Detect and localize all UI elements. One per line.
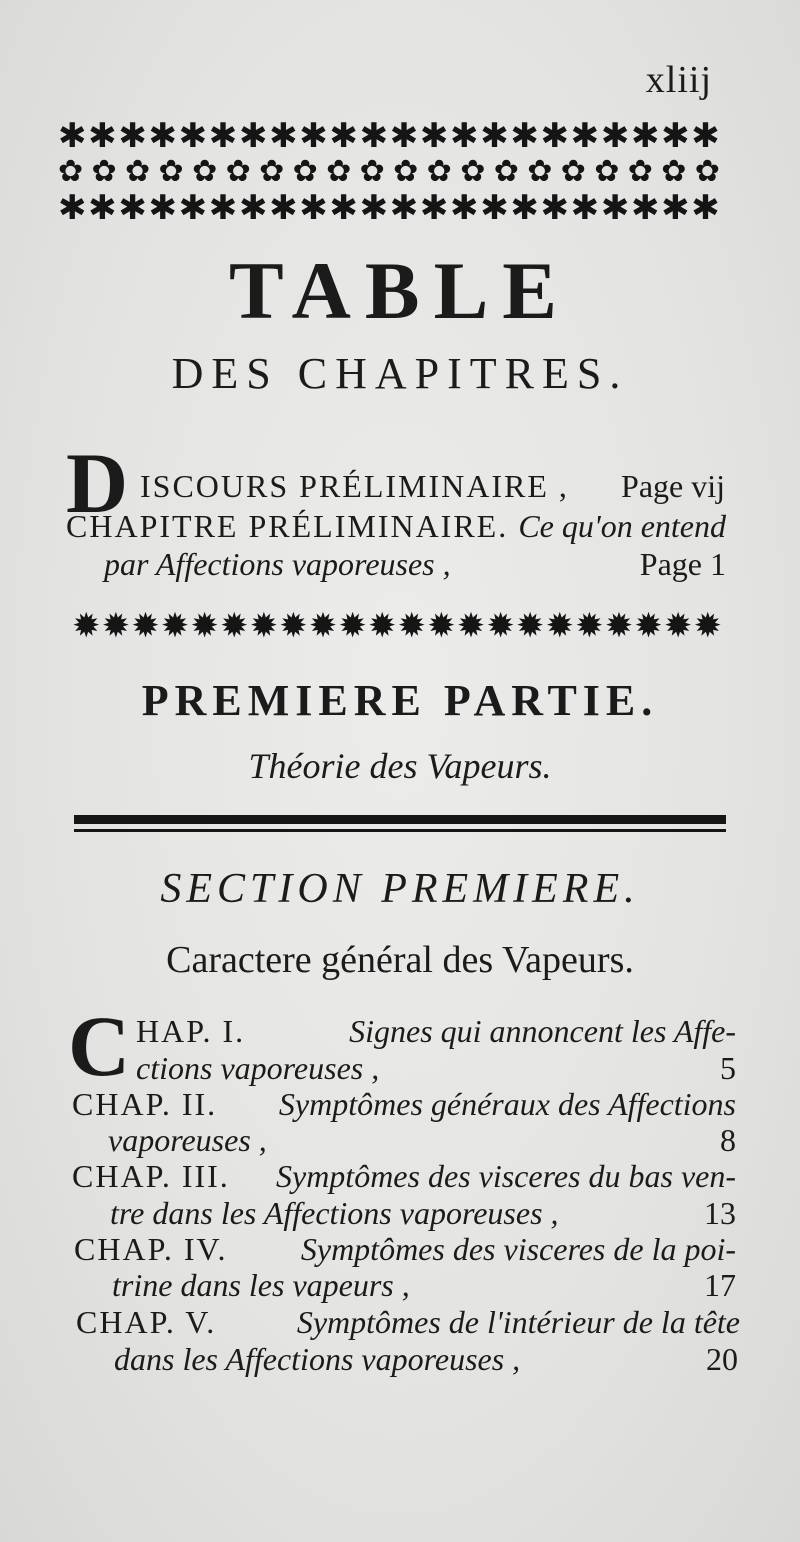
- chapter-title-line1: Symptômes généraux des Affections: [278, 1086, 736, 1122]
- star-ornament-icon: ✱: [510, 190, 539, 226]
- star-ornament-icon: ✱: [329, 118, 358, 154]
- toc-chapter-3-continuation: [110, 1197, 736, 1229]
- chapter-title-line1: Symptômes des visceres du bas ven-: [275, 1158, 736, 1194]
- page-subtitle: DES CHAPITRES.: [171, 349, 629, 398]
- star-ornament-icon: ✱: [329, 190, 358, 226]
- toc-chapter-5[interactable]: [76, 1306, 740, 1338]
- star-ornament-icon: ✹: [190, 606, 219, 646]
- chapter-label: CHAP. IV.: [74, 1231, 228, 1267]
- headpiece-star-row-bottom: [58, 190, 720, 226]
- star-ornament-icon: ✱: [299, 190, 328, 226]
- star-ornament-icon: ✹: [486, 606, 515, 646]
- flower-ornament-icon: ✿: [493, 154, 519, 189]
- star-ornament-icon: ✱: [450, 190, 479, 226]
- drop-cap-d: D: [66, 435, 129, 531]
- decorative-headpiece: [58, 118, 720, 228]
- flower-ornament-icon: ✿: [661, 154, 687, 189]
- star-ornament-icon: ✹: [101, 606, 131, 646]
- toc-entry-page: Page vij: [621, 468, 725, 504]
- flower-ornament-icon: ✿: [694, 154, 720, 189]
- star-ornament-icon: ✱: [691, 118, 720, 154]
- star-ornament-icon: ✱: [480, 118, 509, 154]
- star-ornament-icon: ✱: [118, 190, 147, 226]
- star-ornament-icon: ✹: [663, 606, 693, 646]
- star-ornament-icon: ✱: [208, 118, 238, 154]
- flower-ornament-icon: ✿: [359, 154, 385, 189]
- toc-chapter-2[interactable]: [72, 1088, 736, 1120]
- chapter-title-line2: dans les Affections vaporeuses ,: [114, 1341, 521, 1377]
- toc-chapter-4-continuation: [112, 1269, 736, 1301]
- headpiece-star-row-top: [58, 118, 720, 154]
- section-title: SECTION PREMIERE.: [160, 866, 640, 912]
- flower-ornament-icon: ✿: [460, 154, 486, 189]
- star-ornament-icon: ✹: [456, 606, 486, 646]
- toc-chapter-3[interactable]: [72, 1160, 736, 1192]
- flower-ornament-icon: ✿: [91, 154, 117, 189]
- star-ornament-icon: ✱: [58, 118, 87, 154]
- flower-ornament-icon: ✿: [426, 154, 452, 189]
- star-ornament-icon: ✱: [540, 190, 569, 226]
- star-ornament-icon: ✹: [693, 606, 722, 646]
- star-ornament-icon: ✹: [575, 606, 604, 646]
- toc-entry-label: CHAPITRE PRÉLIMINAIRE.: [66, 508, 509, 544]
- part-subtitle: Théorie des Vapeurs.: [248, 746, 552, 786]
- star-ornament-icon: ✹: [219, 606, 249, 646]
- toc-entry-page: Page 1: [639, 546, 726, 582]
- flower-ornament-icon: ✿: [292, 154, 318, 189]
- chapter-title-line2: ctions vaporeuses ,: [136, 1050, 380, 1086]
- chapter-title-line2: trine dans les vapeurs ,: [112, 1267, 410, 1303]
- chapter-page: 17: [704, 1267, 736, 1303]
- star-ornament-icon: ✱: [510, 118, 539, 154]
- star-ornament-icon: ✱: [600, 118, 630, 154]
- flower-ornament-icon: ✿: [192, 154, 218, 189]
- star-ornament-icon: ✱: [299, 118, 328, 154]
- star-divider: [72, 608, 722, 644]
- chapter-label: CHAP. II.: [72, 1086, 218, 1122]
- toc-entry-discours[interactable]: [140, 470, 725, 502]
- star-ornament-icon: ✹: [515, 606, 545, 646]
- star-ornament-icon: ✹: [160, 606, 190, 646]
- chapter-label: CHAP. V.: [76, 1304, 217, 1340]
- star-ornament-icon: ✱: [118, 118, 147, 154]
- toc-entry-text: Ce qu'on entend: [518, 508, 726, 544]
- flower-ornament-icon: ✿: [158, 154, 184, 189]
- star-ornament-icon: ✱: [88, 190, 117, 226]
- chapter-page: 5: [720, 1050, 736, 1086]
- star-ornament-icon: ✱: [178, 118, 208, 154]
- star-ornament-icon: ✱: [419, 118, 449, 154]
- toc-chapter-1-continuation: [136, 1052, 736, 1084]
- chapter-title-line1: Symptômes des visceres de la poi-: [300, 1231, 736, 1267]
- star-ornament-icon: ✱: [389, 118, 419, 154]
- flower-ornament-icon: ✿: [393, 154, 419, 189]
- star-ornament-icon: ✹: [338, 606, 367, 646]
- star-ornament-icon: ✹: [397, 606, 427, 646]
- star-ornament-icon: ✱: [359, 190, 389, 226]
- chapter-title-line2: vaporeuses ,: [108, 1122, 267, 1158]
- star-ornament-icon: ✱: [450, 118, 479, 154]
- star-ornament-icon: ✱: [88, 118, 117, 154]
- chapter-title-line1: Signes qui annoncent les Affe-: [349, 1013, 736, 1049]
- star-ornament-icon: ✹: [367, 606, 397, 646]
- star-ornament-icon: ✱: [208, 190, 238, 226]
- star-ornament-icon: ✹: [72, 606, 101, 646]
- flower-ornament-icon: ✿: [527, 154, 553, 189]
- star-ornament-icon: ✱: [691, 190, 720, 226]
- star-ornament-icon: ✱: [540, 118, 569, 154]
- toc-chapter-1[interactable]: [136, 1015, 736, 1047]
- part-title: PREMIERE PARTIE.: [141, 676, 659, 725]
- drop-cap-c: C: [68, 998, 131, 1094]
- headpiece-flower-row: [58, 154, 720, 190]
- flower-ornament-icon: ✿: [125, 154, 151, 189]
- star-ornament-icon: ✹: [634, 606, 663, 646]
- star-ornament-icon: ✱: [269, 190, 298, 226]
- rule-thick: [74, 815, 726, 824]
- toc-entry-continuation: [104, 548, 726, 580]
- star-ornament-icon: ✹: [308, 606, 338, 646]
- star-ornament-icon: ✱: [661, 190, 690, 226]
- page-number: xliij: [645, 59, 712, 101]
- chapter-title-line2: tre dans les Affections vaporeuses ,: [110, 1195, 559, 1231]
- toc-chapter-4[interactable]: [74, 1233, 736, 1265]
- chapter-page: 13: [704, 1195, 736, 1231]
- rule-thin: [74, 829, 726, 832]
- star-ornament-icon: ✱: [570, 190, 600, 226]
- toc-entry-continuation-text: par Affections vaporeuses ,: [104, 546, 451, 582]
- star-ornament-icon: ✱: [661, 118, 690, 154]
- star-ornament-icon: ✱: [389, 190, 419, 226]
- flower-ornament-icon: ✿: [560, 154, 586, 189]
- star-ornament-icon: ✱: [178, 190, 208, 226]
- toc-entry-label: ISCOURS PRÉLIMINAIRE ,: [140, 468, 569, 504]
- star-ornament-icon: ✱: [630, 118, 660, 154]
- double-rule-divider: [74, 815, 726, 832]
- chapter-label: HAP. I.: [136, 1013, 246, 1049]
- star-ornament-icon: ✱: [419, 190, 449, 226]
- page-title: TABLE: [229, 245, 571, 336]
- star-ornament-icon: ✹: [427, 606, 456, 646]
- star-ornament-icon: ✱: [238, 190, 268, 226]
- flower-ornament-icon: ✿: [594, 154, 620, 189]
- flower-ornament-icon: ✿: [326, 154, 352, 189]
- star-ornament-icon: ✱: [630, 190, 660, 226]
- star-ornament-icon: ✹: [279, 606, 308, 646]
- star-ornament-icon: ✱: [359, 118, 389, 154]
- star-ornament-icon: ✹: [604, 606, 634, 646]
- chapter-label: CHAP. III.: [72, 1158, 230, 1194]
- toc-chapter-2-continuation: [108, 1124, 736, 1156]
- chapter-title-line1: Symptômes de l'intérieur de la tête: [296, 1304, 740, 1340]
- star-ornament-icon: ✱: [148, 118, 177, 154]
- flower-ornament-icon: ✿: [627, 154, 653, 189]
- star-ornament-icon: ✹: [545, 606, 574, 646]
- star-ornament-icon: ✱: [570, 118, 600, 154]
- chapter-page: 20: [706, 1341, 738, 1377]
- star-ornament-icon: ✱: [269, 118, 298, 154]
- star-ornament-icon: ✹: [249, 606, 279, 646]
- star-ornament-icon: ✱: [480, 190, 509, 226]
- star-ornament-icon: ✱: [600, 190, 630, 226]
- section-subtitle: Caractere général des Vapeurs.: [166, 939, 634, 981]
- star-ornament-icon: ✹: [131, 606, 160, 646]
- toc-chapter-5-continuation: [114, 1343, 738, 1375]
- flower-ornament-icon: ✿: [259, 154, 285, 189]
- chapter-page: 8: [720, 1122, 736, 1158]
- toc-entry-chapitre-preliminaire[interactable]: [66, 510, 726, 542]
- star-ornament-icon: ✱: [58, 190, 87, 226]
- star-ornament-icon: ✱: [148, 190, 177, 226]
- flower-ornament-icon: ✿: [225, 154, 251, 189]
- flower-ornament-icon: ✿: [58, 154, 84, 189]
- star-ornament-icon: ✱: [238, 118, 268, 154]
